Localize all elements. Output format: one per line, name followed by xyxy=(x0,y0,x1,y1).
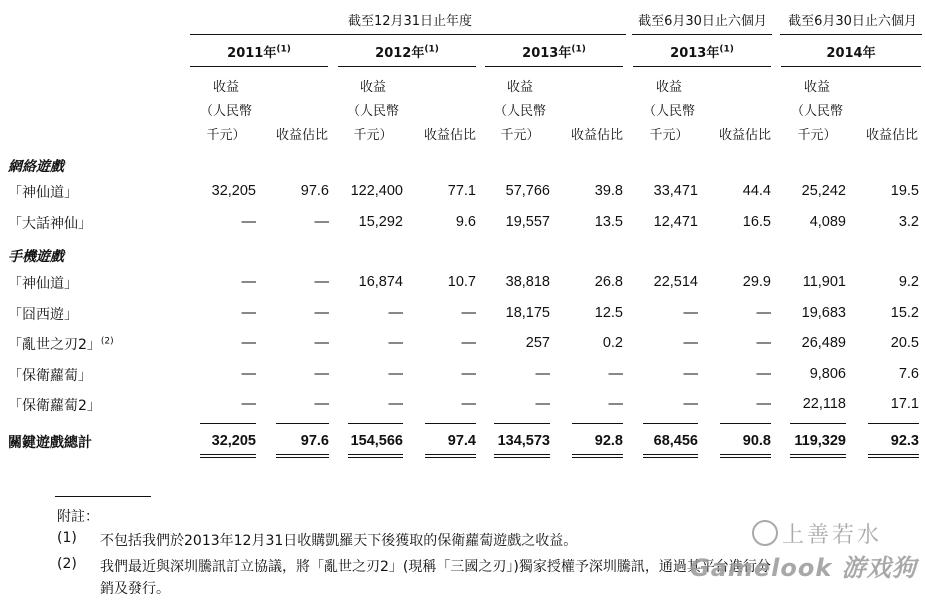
table-cell: 15.2 xyxy=(890,305,919,321)
table-cell: 22,118 xyxy=(802,396,846,412)
share-col-header-1: 收益佔比 xyxy=(275,128,328,143)
revenue-col-header-3: 收益 （人民幣 千元） xyxy=(493,80,546,143)
table-cell: — xyxy=(683,335,698,351)
table-cell: 44.4 xyxy=(742,183,771,199)
subtotal-rule xyxy=(720,423,771,424)
table-cell: 20.5 xyxy=(890,335,919,351)
table-cell: 26.8 xyxy=(594,274,623,290)
table-cell: 77.1 xyxy=(447,183,476,199)
table-cell: — xyxy=(461,305,476,321)
table-cell: 12.5 xyxy=(594,305,623,321)
total-cell: 68,456 xyxy=(653,433,698,449)
table-cell: 16.5 xyxy=(742,214,771,230)
year-rule-2011 xyxy=(190,66,328,67)
year-header-2011: 2011年$^{(1)}$ xyxy=(227,44,291,61)
watermark-title: 上善若水 xyxy=(782,523,883,548)
table-cell: — xyxy=(314,335,329,351)
table-cell: — xyxy=(314,274,329,290)
total-double-rule-bottom xyxy=(348,457,403,458)
table-cell: 57,766 xyxy=(505,183,550,199)
table-cell: 97.6 xyxy=(300,183,329,199)
table-cell: 19.5 xyxy=(890,183,919,199)
revenue-col-header-1: 收益 （人民幣 千元） xyxy=(199,80,252,143)
total-double-rule-top xyxy=(425,454,476,455)
table-cell: 257 xyxy=(525,335,550,351)
year-header-h1-2013: 2013年$^{(1)}$ xyxy=(670,44,734,61)
subtotal-rule xyxy=(200,423,256,424)
total-double-rule-bottom xyxy=(425,457,476,458)
subtotal-rule xyxy=(494,423,550,424)
table-cell: 13.5 xyxy=(594,214,623,230)
note-1-text: 不包括我們於2013年12月31日收購凱羅天下後獲取的保衛蘿蔔遊戲之收益。 xyxy=(100,533,578,549)
table-cell: 19,557 xyxy=(505,214,550,230)
total-double-rule-bottom xyxy=(494,457,550,458)
header-group-h1-2014: 截至6月30日止六個月 xyxy=(788,14,917,29)
footnote-rule xyxy=(55,496,151,497)
table-cell: — xyxy=(535,366,550,382)
watermark-wechat-icon xyxy=(752,520,778,546)
table-cell: — xyxy=(461,396,476,412)
table-cell: — xyxy=(241,214,256,230)
total-cell: 97.6 xyxy=(300,433,329,449)
table-cell: 33,471 xyxy=(653,183,698,199)
table-cell: — xyxy=(388,366,403,382)
total-label: 關鍵遊戲總計 xyxy=(8,435,92,451)
table-cell: 39.8 xyxy=(594,183,623,199)
table-cell: — xyxy=(314,214,329,230)
table-cell: 22,514 xyxy=(653,274,698,290)
table-cell: — xyxy=(241,366,256,382)
table-cell: — xyxy=(388,396,403,412)
total-double-rule-top xyxy=(276,454,329,455)
table-cell: 9.2 xyxy=(898,274,919,290)
row-label: 「保衛蘿蔔」 xyxy=(8,368,92,384)
note-1-number: (1) xyxy=(57,530,77,546)
table-cell: — xyxy=(756,366,771,382)
year-header-h1-2014: 2014年 xyxy=(826,46,876,61)
subtotal-rule xyxy=(276,423,329,424)
total-cell: 92.3 xyxy=(890,433,919,449)
total-cell: 92.8 xyxy=(594,433,623,449)
table-cell: 17.1 xyxy=(890,396,919,412)
header-group-h1-2013: 截至6月30日止六個月 xyxy=(638,14,767,29)
total-double-rule-bottom xyxy=(572,457,623,458)
table-cell: 19,683 xyxy=(801,305,846,321)
table-cell: 7.6 xyxy=(898,366,919,382)
table-cell: — xyxy=(314,366,329,382)
subtotal-rule xyxy=(425,423,476,424)
table-cell: 10.7 xyxy=(447,274,476,290)
table-cell: — xyxy=(756,305,771,321)
table-cell: — xyxy=(241,396,256,412)
table-cell: 9.6 xyxy=(455,214,476,230)
notes-heading: 附註： xyxy=(57,509,99,525)
total-double-rule-bottom xyxy=(868,457,919,458)
table-cell: 0.2 xyxy=(602,335,623,351)
row-label: 「保衛蘿蔔2」 xyxy=(8,398,101,414)
row-label: 「亂世之刃2」$^{(2)}$ xyxy=(8,336,114,353)
table-cell: — xyxy=(608,396,623,412)
year-header-2012: 2012年$^{(1)}$ xyxy=(375,44,439,61)
table-cell: 122,400 xyxy=(350,183,403,199)
table-cell: — xyxy=(461,335,476,351)
subtotal-rule xyxy=(572,423,623,424)
subtotal-rule xyxy=(790,423,846,424)
table-cell: — xyxy=(683,396,698,412)
row-label: 「囧西遊」 xyxy=(8,307,78,323)
subtotal-rule xyxy=(643,423,698,424)
table-cell: — xyxy=(535,396,550,412)
total-cell: 134,573 xyxy=(497,433,550,449)
total-double-rule-top xyxy=(790,454,846,455)
year-header-2013: 2013年$^{(1)}$ xyxy=(522,44,586,61)
total-double-rule-bottom xyxy=(720,457,771,458)
total-double-rule-top xyxy=(200,454,256,455)
total-cell: 154,566 xyxy=(350,433,403,449)
table-cell: — xyxy=(756,396,771,412)
total-double-rule-top xyxy=(348,454,403,455)
row-label: 「神仙道」 xyxy=(8,185,78,201)
share-col-header-2: 收益佔比 xyxy=(423,128,476,143)
group-rule-fy xyxy=(190,34,626,35)
table-cell: — xyxy=(683,305,698,321)
total-double-rule-top xyxy=(868,454,919,455)
table-cell: — xyxy=(314,305,329,321)
revenue-col-header-5: 收益 （人民幣 千元） xyxy=(790,80,843,143)
total-double-rule-bottom xyxy=(790,457,846,458)
total-double-rule-bottom xyxy=(200,457,256,458)
table-cell: 38,818 xyxy=(505,274,550,290)
table-cell: — xyxy=(314,396,329,412)
total-double-rule-top xyxy=(572,454,623,455)
table-cell: — xyxy=(388,335,403,351)
watermark-brand: Gamelook 游戏狗 xyxy=(690,554,917,582)
table-cell: 3.2 xyxy=(898,214,919,230)
group-rule-h1-2014 xyxy=(780,34,922,35)
table-cell: — xyxy=(608,366,623,382)
table-cell: — xyxy=(241,274,256,290)
total-cell: 32,205 xyxy=(211,433,256,449)
share-col-header-3: 收益佔比 xyxy=(570,128,623,143)
total-double-rule-bottom xyxy=(643,457,698,458)
note-2-text-cont: 銷及發行。 xyxy=(100,581,170,597)
year-rule-h1-2014 xyxy=(781,66,921,67)
total-cell: 90.8 xyxy=(742,433,771,449)
table-cell: 32,205 xyxy=(211,183,256,199)
table-cell: 16,874 xyxy=(358,274,403,290)
subtotal-rule xyxy=(348,423,403,424)
share-col-header-5: 收益佔比 xyxy=(865,128,918,143)
year-rule-2012 xyxy=(338,66,476,67)
section-web-games: 網絡遊戲 xyxy=(8,159,64,175)
table-cell: — xyxy=(756,335,771,351)
total-cell: 97.4 xyxy=(447,433,476,449)
table-cell: 18,175 xyxy=(505,305,550,321)
table-cell: — xyxy=(683,366,698,382)
total-double-rule-top xyxy=(643,454,698,455)
table-cell: 25,242 xyxy=(801,183,846,199)
total-double-rule-top xyxy=(494,454,550,455)
row-label: 「大話神仙」 xyxy=(8,216,92,232)
table-cell: — xyxy=(388,305,403,321)
section-mobile-games: 手機遊戲 xyxy=(8,249,64,265)
year-rule-h1-2013 xyxy=(633,66,771,67)
total-cell: 119,329 xyxy=(794,433,846,449)
table-cell: 29.9 xyxy=(742,274,771,290)
row-label: 「神仙道」 xyxy=(8,276,78,292)
table-cell: 9,806 xyxy=(809,366,846,382)
note-2-text: 我們最近與深圳騰訊訂立協議，將「亂世之刃2」(現稱「三國之刃」)獨家授權予深圳騰訊，通過其平台進行分 xyxy=(100,559,771,575)
revenue-col-header-4: 收益 （人民幣 千元） xyxy=(642,80,695,143)
header-group-fiscal-year: 截至12月31日止年度 xyxy=(347,14,473,29)
note-2-number: (2) xyxy=(57,556,77,572)
table-cell: 12,471 xyxy=(653,214,698,230)
table-cell: — xyxy=(241,335,256,351)
table-cell: 26,489 xyxy=(801,335,846,351)
table-cell: 11,901 xyxy=(802,274,846,290)
table-cell: — xyxy=(461,366,476,382)
table-cell: 4,089 xyxy=(809,214,846,230)
group-rule-h1-2013 xyxy=(632,34,772,35)
year-rule-2013 xyxy=(485,66,623,67)
total-double-rule-bottom xyxy=(276,457,329,458)
share-col-header-4: 收益佔比 xyxy=(718,128,771,143)
table-cell: 15,292 xyxy=(358,214,403,230)
total-double-rule-top xyxy=(720,454,771,455)
table-cell: — xyxy=(241,305,256,321)
revenue-col-header-2: 收益 （人民幣 千元） xyxy=(346,80,399,143)
subtotal-rule xyxy=(868,423,919,424)
